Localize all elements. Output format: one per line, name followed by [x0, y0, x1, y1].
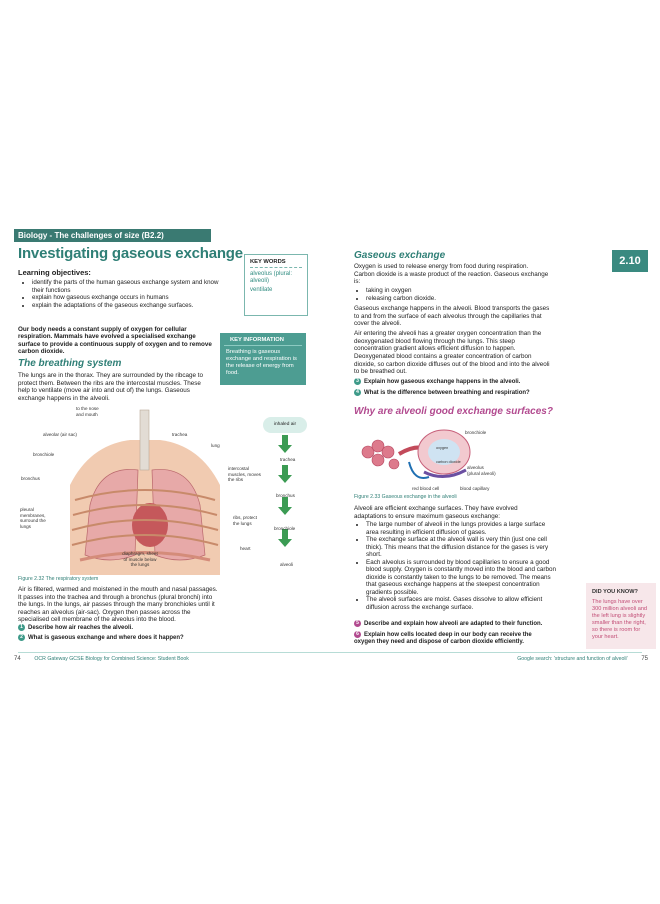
page-number-right: 75 — [641, 656, 648, 662]
footer-left-text: OCR Gateway GCSE Biology for Combined Science: Student Book — [34, 656, 189, 662]
alveoli-label-bronchiole: bronchiole — [465, 430, 487, 435]
question-5: 5 Describe and explain how alveoli are adapted to their function. — [354, 620, 542, 628]
alveoli-bullets — [358, 521, 558, 611]
gaseous-p3: Air entering the alveoli has a greater oxygen concentration than the deoxygenated blood flowing through the lungs. This steep concentration gradient allows efficient diffusion to happen. — [354, 330, 542, 352]
page-title: Investigating gaseous exchange — [18, 245, 243, 262]
label-intercostal: intercostal muscles, moves the ribs — [228, 466, 261, 482]
objective-item: • explain how gaseous exchange occurs in humans — [32, 294, 232, 302]
alveoli-label-rbc: red blood cell — [412, 486, 440, 491]
figure-caption-alveoli: Figure 2.33 Gaseous exchange in the alveoli — [354, 494, 457, 500]
gaseous-p1: Oxygen is used to release energy from food during respiration. Carbon dioxide is a waste product of the reaction. Gaseous exchange is: — [354, 263, 549, 285]
section-badge: 2.10 — [612, 250, 648, 272]
key-word: ventilate — [250, 287, 273, 293]
gaseous-bullets — [358, 287, 556, 302]
alveoli-label-alveolus: alveolus (plural alveoli) — [467, 465, 496, 476]
air-path-text: Air is filtered, warmed and moistened in the mouth and nasal passages. It passes into the trachea and through a bronchus (plural bronchi) into the lungs. In the lungs, air passes through the many bronchioles until it reaches an alveolus (air-sac). Oxygen then passes across the specialised cell membrane of the alveolus into the blood. — [18, 586, 218, 623]
label-heart: heart — [240, 546, 251, 551]
alveoli-heading: Why are alveoli good exchange surfaces? — [354, 406, 553, 417]
alveoli-bullet: • Each alveolus is surrounded by blood capillaries to ensure a good blood supply. Oxygen is constantly moved into the blood and carbon dioxide is constantly taken to the lungs to be removed. The means that gaseous exchange happens at the steepest concentration gradients possible. — [366, 559, 558, 597]
label-lung: lung — [211, 443, 220, 448]
intro-text: Our body needs a constant supply of oxygen for cellular respiration. Mammals have evolved a specialised exchange surface to provide a continuous supply of oxygen and to remove carbon dioxide. — [18, 326, 212, 356]
label-nose: to the nose and mouth — [76, 406, 99, 417]
alveoli-bullet: • The alveoli surfaces are moist. Gases dissolve to allow efficient diffusion across the exchange surface. — [366, 596, 558, 611]
key-words-box — [244, 254, 308, 316]
flow-inhaled-air: inhaled air — [263, 417, 307, 433]
question-4: 4 What is the difference between breathing and respiration? — [354, 389, 530, 397]
flow-bronchus: bronchus — [276, 493, 295, 498]
question-3: 3 Explain how gaseous exchange happens in the alveoli. — [354, 378, 520, 386]
label-ribs: ribs, protect the lungs — [233, 515, 257, 526]
objectives-heading: Learning objectives: — [18, 268, 91, 277]
flow-bronchiole: bronchiole — [274, 526, 296, 531]
label-trachea: trachea — [172, 432, 188, 437]
footer-right — [517, 656, 648, 662]
objective-item: • explain the adaptations of the gaseous exchange surfaces. — [32, 302, 232, 310]
footer-left — [14, 656, 189, 662]
chapter-bar: Biology - The challenges of size (B2.2) — [14, 229, 211, 242]
did-you-know-text: The lungs have over 300 million alveoli and the left lung is slightly smaller than the right, so there is room for your heart. — [592, 599, 648, 640]
objectives-list — [24, 279, 232, 309]
footer-right-text: Google search: 'structure and function of alveoli' — [517, 656, 628, 662]
label-alveolar: alveolar (air sac) — [43, 432, 77, 437]
flow-alveoli: alveoli — [280, 562, 294, 567]
alveoli-bullet: • The exchange surface at the alveoli wall is very thin (just one cell thick). This means that the diffusion distance for the gases is very short. — [366, 536, 558, 559]
alveoli-label-co2: carbon dioxide — [436, 460, 461, 464]
key-information-text: Breathing is gaseous exchange and respiration is the release of energy from food. — [226, 349, 297, 376]
label-pleural: pleural membranes, surround the lungs — [20, 507, 46, 529]
respiratory-diagram — [60, 405, 230, 575]
label-diaphragm: diaphragm, sheet of muscle below the lungs — [122, 551, 158, 567]
page-number-left: 74 — [14, 656, 21, 662]
flow-arrows — [278, 435, 292, 565]
alveoli-label-oxygen: oxygen — [436, 446, 449, 450]
question-2: 2 What is gaseous exchange and where does it happen? — [18, 634, 184, 642]
gaseous-bullet: • taking in oxygen — [366, 287, 556, 295]
gaseous-bullet: • releasing carbon dioxide. — [366, 295, 556, 303]
label-bronchus: bronchus — [21, 476, 40, 481]
heart-shape — [132, 503, 168, 547]
breathing-heading: The breathing system — [18, 358, 122, 369]
footer-line — [18, 652, 642, 653]
key-words-heading: KEY WORDS — [250, 259, 286, 265]
flow-trachea: trachea — [280, 457, 296, 462]
label-bronchiole: bronchiole — [33, 452, 55, 457]
trachea-shape — [140, 410, 149, 470]
alveoli-intro: Alveoli are efficient exchange surfaces. They have evolved adaptations to ensure maximum gaseous exchange: — [354, 505, 518, 520]
key-word: alveolus (plural: alveoli) — [250, 271, 293, 284]
key-information-heading: KEY INFORMATION — [224, 333, 302, 346]
did-you-know-heading: DID YOU KNOW? — [592, 589, 638, 595]
key-information-box — [220, 333, 306, 385]
question-1: 1 Describe how air reaches the alveoli. — [18, 624, 133, 632]
gaseous-p4: Deoxygenated blood contains a greater concentration of carbon dioxide, so carbon dioxide diffuses out of the blood and into the alveoli to be breathed out. — [354, 353, 550, 375]
gaseous-p2: Gaseous exchange happens in the alveoli. Blood transports the gases to and from the surface of each alveolus through the capillaries that cover the alveoli. — [354, 305, 550, 327]
alveoli-bullet: • The large number of alveoli in the lungs provides a large surface area resulting in efficient diffusion of gases. — [366, 521, 558, 536]
objective-item: • identify the parts of the human gaseous exchange system and know their functions — [32, 279, 232, 294]
alveoli-label-capillary: blood capillary — [460, 486, 490, 491]
question-6: 6 Explain how cells located deep in our body can receive the oxygen they need and dispose of carbon dioxide efficiently. — [354, 631, 532, 646]
breathing-text: The lungs are in the thorax. They are surrounded by the ribcage to protect them. Between the ribs are the intercostal muscles. These help to ventilate (move air into and out of) the lungs. Gaseous exchange happens in the alveoli. — [18, 372, 204, 402]
did-you-know-box — [586, 583, 656, 649]
gaseous-heading: Gaseous exchange — [354, 250, 446, 261]
figure-caption-respiratory: Figure 2.32 The respiratory system — [18, 576, 99, 582]
